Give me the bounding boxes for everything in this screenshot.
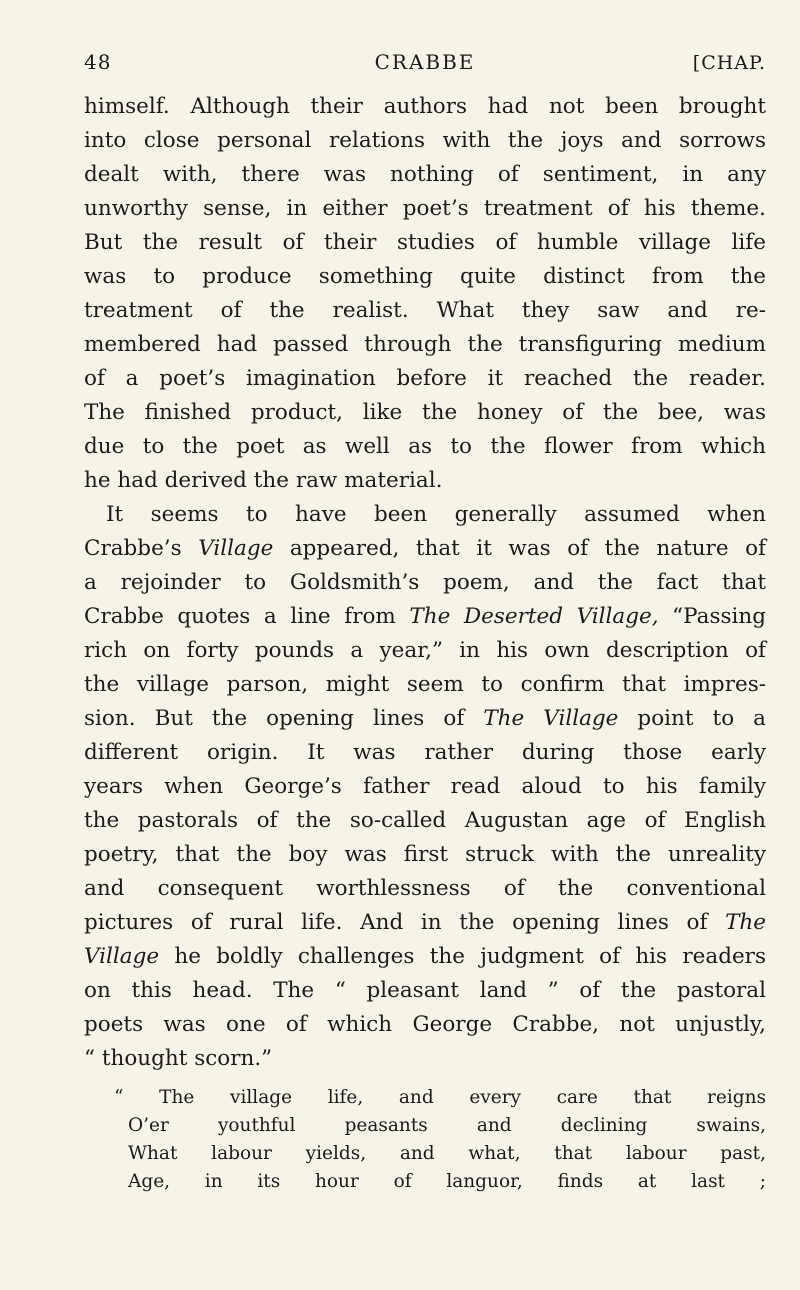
paragraph-2 [84, 498, 766, 1076]
text-line: It seems to have been generally assumed when [106, 502, 766, 527]
text-line: into close personal relations with the joys and sorrows [84, 128, 766, 153]
text-line: rich on forty pounds a year,” in his own description of [84, 638, 766, 663]
text-span: “Passing [658, 604, 766, 629]
text-span: he boldly challenges the judgment of his readers [159, 944, 766, 969]
text-line: treatment of the realist. What they saw and re- [84, 298, 766, 323]
text-span: Crabbe quotes a line from [84, 604, 410, 629]
text-line: But the result of their studies of humble village life [84, 230, 766, 255]
paragraph-1 [84, 90, 766, 498]
chapter-mark: [CHAP. [692, 52, 766, 74]
title-deserted-village: The Deserted Village, [409, 604, 659, 629]
text-line: the village parson, might seem to confirm that impres- [84, 672, 766, 697]
text-line: a rejoinder to Goldsmith’s poem, and the fact that [84, 570, 766, 595]
title-the: The [725, 910, 766, 935]
text-line: and consequent worthlessness of the conventional [84, 876, 766, 901]
text-line: “ thought scorn.” [84, 1046, 273, 1071]
text-line: unworthy sense, in either poet’s treatment of his theme. [84, 196, 766, 221]
text-span: appeared, that it was of the nature of [273, 536, 767, 561]
title-village-cont: Village [84, 944, 160, 969]
text-line: was to produce something quite distinct from the [84, 264, 766, 289]
text-line: of a poet’s imagination before it reached the reader. [84, 366, 766, 391]
text-line: The finished product, like the honey of the bee, was [84, 400, 766, 425]
text-line [84, 906, 766, 940]
text-line: the pastorals of the so-called Augustan age of English [84, 808, 766, 833]
title-village: Village [198, 536, 274, 561]
text-line: membered had passed through the transfiguring medium [84, 332, 766, 357]
text-line [84, 702, 766, 736]
verse-line: O’er youthful peasants and declining swains, [128, 1115, 766, 1136]
body-text [84, 90, 766, 1196]
text-span: point to a [618, 706, 767, 731]
title-the-village: The Village [483, 706, 619, 731]
verse-line: Age, in its hour of languor, finds at last ; [128, 1171, 766, 1192]
text-line: different origin. It was rather during those early [84, 740, 766, 765]
text-span: Crabbe’s [84, 536, 199, 561]
text-line: he had derived the raw material. [84, 468, 443, 493]
text-span: sion. But the opening lines of [84, 706, 484, 731]
verse-line: “ The village life, and every care that reigns [114, 1087, 766, 1108]
page-number: 48 [84, 50, 112, 74]
text-line: poetry, that the boy was first struck with the unreality [84, 842, 766, 867]
running-title: CRABBE [374, 50, 476, 74]
text-line: poets was one of which George Crabbe, not unjustly, [84, 1012, 766, 1037]
text-span: pictures of rural life. And in the opening lines of [84, 910, 726, 935]
text-line: on this head. The “ pleasant land ” of the pastoral [84, 978, 766, 1003]
verse-line: What labour yields, and what, that labour past, [128, 1143, 766, 1164]
text-line: years when George’s father read aloud to his family [84, 774, 766, 799]
text-line: due to the poet as well as to the flower from which [84, 434, 766, 459]
page-header [84, 50, 766, 86]
text-line: dealt with, there was nothing of sentiment, in any [84, 162, 766, 187]
verse-quotation [84, 1084, 766, 1196]
text-line [84, 600, 766, 634]
text-line [84, 940, 766, 974]
text-line: himself. Although their authors had not been brought [84, 94, 766, 119]
text-line [84, 532, 766, 566]
